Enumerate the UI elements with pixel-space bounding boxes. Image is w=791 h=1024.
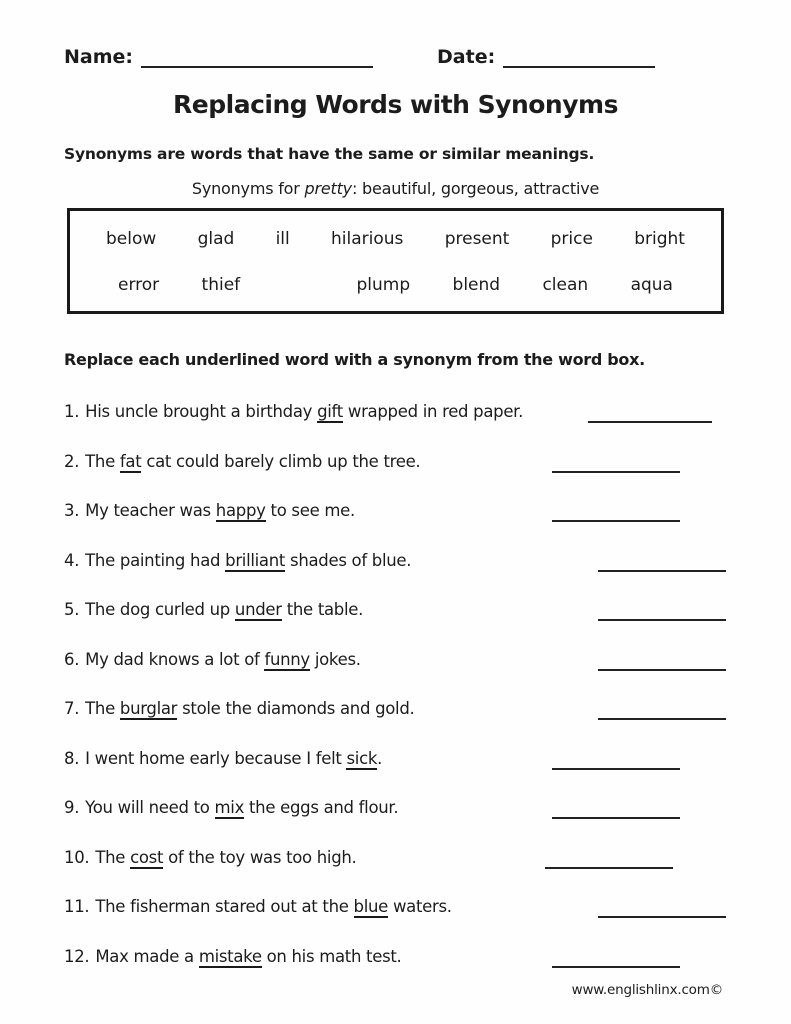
word-box-word: ill <box>275 229 290 249</box>
question-number: 5. <box>64 600 80 619</box>
underlined-word: happy <box>215 501 266 520</box>
word-box-word: price <box>550 229 593 249</box>
name-label: Name: <box>64 46 134 68</box>
example-prefix: Synonyms for <box>191 179 305 198</box>
question-row <box>64 798 727 820</box>
answer-blank-line <box>598 916 726 918</box>
answer-blank-line <box>588 421 712 423</box>
question-row <box>64 501 727 523</box>
question-number: 12. <box>64 946 90 966</box>
word-box-word: thief <box>201 275 241 295</box>
sentence-post: the table. <box>281 600 364 619</box>
question-number: 7. <box>64 699 80 718</box>
synonym-example <box>0 179 791 198</box>
example-suffix: : beautiful, gorgeous, attractive <box>351 179 600 198</box>
sentence-post: waters. <box>388 897 452 916</box>
answer-blank-line <box>552 768 680 770</box>
answer-blank-line <box>598 619 726 621</box>
question-row <box>64 402 727 424</box>
question-number: 9. <box>64 798 80 817</box>
question-number: 10. <box>64 847 90 867</box>
underlined-word: sick <box>346 748 378 768</box>
word-box-word: present <box>444 229 510 249</box>
word-box-word: blend <box>452 275 501 295</box>
question-row <box>64 749 727 771</box>
sentence-pre: The <box>85 451 120 471</box>
underlined-word: under <box>234 600 282 619</box>
page-title: Replacing Words with Synonyms <box>173 90 618 119</box>
header <box>64 46 727 68</box>
word-box-row-1 <box>70 229 721 249</box>
question-row <box>64 699 727 721</box>
word-box-word: below <box>106 229 157 249</box>
sentence-pre: The <box>95 847 131 867</box>
date-label: Date: <box>437 46 496 68</box>
question-row <box>64 947 727 969</box>
sentence-pre: The fisherman stared out at the <box>95 897 354 916</box>
answer-blank-line <box>552 966 680 968</box>
question-number: 8. <box>64 748 80 768</box>
sentence-post: jokes. <box>309 649 361 669</box>
underlined-word: gift <box>317 402 343 421</box>
question-row <box>64 897 727 919</box>
sentence-post: shades of blue. <box>285 550 412 570</box>
question-number: 3. <box>64 501 80 520</box>
question-list <box>64 402 727 969</box>
question-number: 11. <box>64 897 90 916</box>
sentence-post: to see me. <box>265 501 355 520</box>
underlined-word: blue <box>353 897 389 916</box>
answer-blank-line <box>598 570 726 572</box>
question-row <box>64 452 727 474</box>
word-box-row-2 <box>70 275 721 295</box>
question-row <box>64 551 727 573</box>
sentence-pre: The <box>85 699 120 718</box>
site-credit: www.englishlinx.com© <box>571 982 723 998</box>
underlined-word: funny <box>264 649 310 669</box>
answer-blank-line <box>598 718 726 720</box>
question-number: 6. <box>64 649 80 669</box>
sentence-post: of the toy was too high. <box>163 847 357 867</box>
sentence-post: stole the diamonds and gold. <box>177 699 415 718</box>
sentence-pre: I went home early because I felt <box>85 748 347 768</box>
sentence-pre: My teacher was <box>85 501 216 520</box>
question-row <box>64 848 727 870</box>
question-row <box>64 650 727 672</box>
underlined-word: burglar <box>119 699 178 718</box>
question-number: 2. <box>64 451 80 471</box>
word-box <box>67 208 724 314</box>
word-box-word: glad <box>197 229 235 249</box>
word-box-word: hilarious <box>331 229 404 249</box>
sentence-post: on his math test. <box>261 946 402 966</box>
sentence-pre: My dad knows a lot of <box>85 649 265 669</box>
sentence-post: cat could barely climb up the tree. <box>141 451 421 471</box>
answer-blank-line <box>552 471 680 473</box>
synonym-definition: Synonyms are words that have the same or similar meanings. <box>64 145 595 163</box>
answer-blank-line <box>545 867 673 869</box>
sentence-pre: Max made a <box>95 946 199 966</box>
question-number: 1. <box>64 402 80 421</box>
name-blank-line <box>141 50 373 68</box>
sentence-pre: His uncle brought a birthday <box>85 402 318 421</box>
sentence-pre: The painting had <box>85 550 226 570</box>
underlined-word: mix <box>214 798 245 817</box>
example-word: pretty <box>304 179 352 198</box>
underlined-word: brilliant <box>225 550 286 570</box>
word-box-word: aqua <box>630 275 673 295</box>
underlined-word: mistake <box>198 946 262 966</box>
date-blank-line <box>503 50 655 68</box>
word-box-word: clean <box>542 275 589 295</box>
answer-blank-line <box>598 669 726 671</box>
word-box-word: plump <box>356 275 411 295</box>
underlined-word: cost <box>130 847 164 867</box>
sentence-post: . <box>377 748 383 768</box>
sentence-post: the eggs and flour. <box>244 798 399 817</box>
question-number: 4. <box>64 550 80 570</box>
word-box-word: error <box>118 275 160 295</box>
instruction-text: Replace each underlined word with a synonym from the word box. <box>64 350 645 369</box>
sentence-post: wrapped in red paper. <box>342 402 524 421</box>
sentence-pre: You will need to <box>85 798 215 817</box>
sentence-pre: The dog curled up <box>85 600 235 619</box>
underlined-word: fat <box>119 451 142 471</box>
answer-blank-line <box>552 817 680 819</box>
answer-blank-line <box>552 520 680 522</box>
word-box-word: bright <box>634 229 685 249</box>
question-row <box>64 600 727 622</box>
